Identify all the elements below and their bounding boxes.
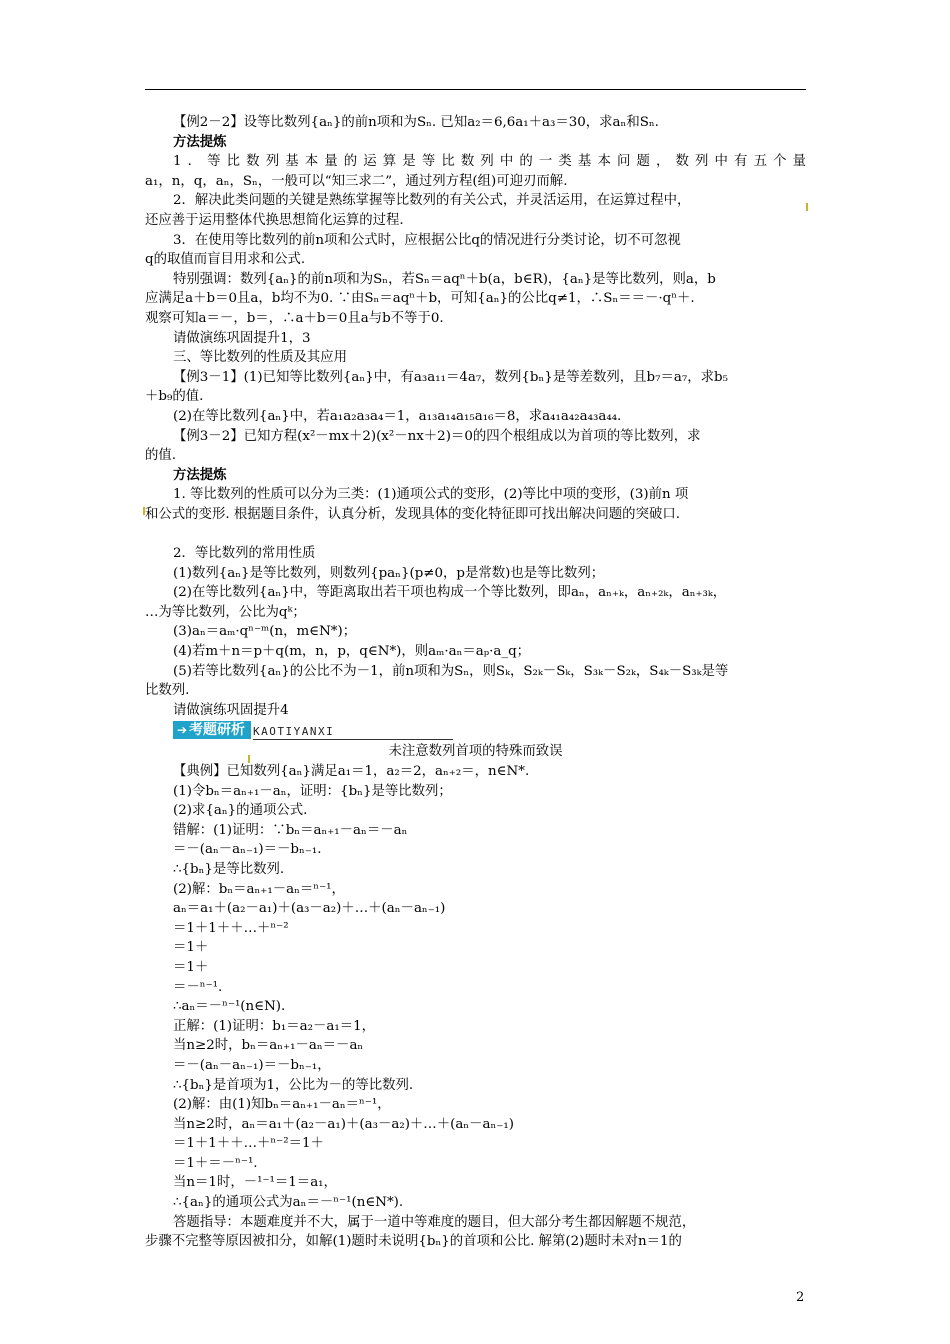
text-line: 当n≥2时，bₙ＝aₙ₊₁－aₙ＝－aₙ: [173, 1038, 364, 1054]
text-line: 步骤不完整等原因被扣分，如解(1)题时未说明{bₙ}的首项和公比. 解第(2)题时未对n＝1的: [145, 1234, 682, 1250]
text-line: (2)在等比数列{aₙ}中，等距离取出若干项也构成一个等比数列，即aₙ，aₙ₊ₖ，aₙ₊₂ₖ，aₙ₊₃ₖ，: [173, 585, 727, 601]
text-line: aₙ＝a₁＋(a₂－a₁)＋(a₃－a₂)＋…＋(aₙ－aₙ₋₁): [173, 901, 446, 917]
text-line: ∴{aₙ}的通项公式为aₙ＝－ⁿ⁻¹(n∈N*).: [173, 1195, 404, 1211]
arrow-icon: ➔: [177, 723, 188, 738]
text-line: ＝1＋1＋＋…＋ⁿ⁻²: [173, 920, 289, 936]
text-line: 1．等比数列基本量的运算是等比数列中的一类基本问题，数列中有五个量: [173, 154, 806, 170]
text-line: [145, 524, 806, 544]
text-line: ∴aₙ＝－ⁿ⁻¹(n∈N).: [173, 999, 286, 1015]
text-line: a₁，n，q，aₙ，Sₙ，一般可以“知三求二”，通过列方程(组)可迎刃而解.: [145, 173, 568, 189]
text-line: 方法提炼: [173, 133, 227, 150]
text-line: (2)求{aₙ}的通项公式.: [173, 803, 308, 819]
text-line: 【典例】已知数列{aₙ}满足a₁＝1，a₂＝2，aₙ₊₂＝，n∈N*.: [173, 764, 530, 779]
banner-pinyin: KAOTIYANXI: [253, 725, 335, 739]
text-line: ＝1＋: [173, 940, 209, 956]
text-line: 方法提炼: [173, 466, 227, 483]
text-block-main: [145, 113, 806, 720]
text-line: 【例2－2】设等比数列{aₙ}的前n项和为Sₙ. 已知a₂＝6,6a₁＋a₃＝30，求aₙ和Sₙ.: [173, 115, 659, 130]
banner-tag: [173, 721, 251, 739]
text-line: (5)若等比数列{aₙ}的公比不为－1，前n项和为Sₙ，则Sₖ，S₂ₖ－Sₖ，S₃ₖ－S₂ₖ，S₄ₖ－S₃ₖ是等: [173, 663, 729, 679]
text-line: 请做演练巩固提升4: [173, 702, 289, 718]
text-line: 错解：(1)证明：∵bₙ＝aₙ₊₁－aₙ＝－aₙ: [173, 822, 408, 838]
text-line: ＝－(aₙ－aₙ₋₁)＝－bₙ₋₁.: [173, 842, 322, 858]
banner-label: 考题研析: [189, 722, 246, 739]
text-line: ＋b₉的值.: [145, 389, 204, 405]
text-line: 还应善于运用整体代换思想简化运算的过程.: [145, 212, 404, 228]
text-line: 2．解决此类问题的关键是熟练掌握等比数列的有关公式，并灵活运用，在运算过程中，: [173, 193, 691, 209]
edit-mark: [248, 755, 250, 763]
text-line: 特别强调：数列{aₙ}的前n项和为Sₙ，若Sₙ＝aqⁿ＋b(a，b∈R)，{aₙ}是等比数列，则a，b: [173, 271, 716, 287]
text-line: (2)解：bₙ＝aₙ₊₁－aₙ＝ⁿ⁻¹，: [173, 881, 345, 897]
text-line: 3．在使用等比数列的前n项和公式时，应根据公比q的情况进行分类讨论，切不可忽视: [173, 232, 681, 248]
page-body: [145, 113, 806, 1252]
text-line: q的取值而盲目用求和公式.: [145, 252, 306, 268]
text-line: 2．等比数列的常用性质: [173, 546, 316, 562]
text-line: 应满足a＋b＝0且a，b均不为0. ∵由Sₙ＝aqⁿ＋b，可知{aₙ}的公比q≠1，∴Sₙ＝＝－·qⁿ＋.: [145, 291, 695, 307]
section-title: 未注意数列首项的特殊而致误: [388, 744, 563, 760]
edit-mark: [806, 203, 808, 211]
text-line: ∴{bₙ}是等比数列.: [173, 861, 285, 877]
text-line: 的值.: [145, 448, 177, 464]
text-line: ＝1＋＝－ⁿ⁻¹.: [173, 1155, 258, 1171]
text-line: (2)解：由(1)知bₙ＝aₙ₊₁－aₙ＝ⁿ⁻¹，: [173, 1097, 391, 1113]
text-line: 请做演练巩固提升1，3: [173, 330, 311, 346]
text-line: ＝－ⁿ⁻¹.: [173, 979, 223, 995]
text-line: 当n≥2时，aₙ＝a₁＋(a₂－a₁)＋(a₃－a₂)＋…＋(aₙ－aₙ₋₁): [173, 1116, 514, 1132]
text-line: 答题指导：本题难度并不大，属于一道中等难度的题目，但大部分考生都因解题不规范，: [173, 1214, 696, 1230]
text-line: 1. 等比数列的性质可以分为三类：(1)通项公式的变形，(2)等比中项的变形，(3)前n 项: [173, 487, 689, 503]
header-rule: [145, 89, 806, 90]
text-block-example: [145, 762, 806, 1252]
text-line: 观察可知a＝－，b＝，∴a＋b＝0且a与b不等于0.: [145, 310, 444, 326]
text-line: 【例3－1】(1)已知等比数列{aₙ}中，有a₃a₁₁＝4a₇，数列{bₙ}是等差数列，且b₇＝a₇，求b₅: [173, 369, 728, 385]
text-line: (4)若m＋n＝p＋q(m，n，p，q∈N*)，则aₘ·aₙ＝aₚ·a_q；: [173, 644, 531, 660]
text-line: ∴{bₙ}是首项为1，公比为－的等比数列.: [173, 1077, 414, 1093]
text-line: …为等比数列，公比为qᵏ；: [145, 604, 306, 620]
edit-mark: [143, 507, 145, 515]
text-line: 三、等比数列的性质及其应用: [173, 350, 348, 366]
text-line: (1)令bₙ＝aₙ₊₁－aₙ，证明：{bₙ}是等比数列；: [173, 783, 452, 799]
text-line: 比数列.: [145, 683, 190, 699]
section-banner: [173, 720, 806, 742]
text-line: (1)数列{aₙ}是等比数列，则数列{paₙ}(p≠0，p是常数)也是等比数列；: [173, 565, 605, 581]
text-line: ＝1＋: [173, 959, 209, 975]
text-line: 【例3－2】已知方程(x²－mx＋2)(x²－nx＋2)＝0的四个根组成以为首项的等比数列，求: [173, 428, 701, 444]
page-number: 2: [796, 1290, 805, 1305]
text-line: ＝－(aₙ－aₙ₋₁)＝－bₙ₋₁，: [173, 1057, 331, 1073]
banner-underline: [253, 739, 453, 740]
text-line: 正解：(1)证明：b₁＝a₂－a₁＝1，: [173, 1018, 376, 1034]
text-line: 当n＝1时，－¹⁻¹＝1＝a₁，: [173, 1175, 337, 1191]
text-line: ＝1＋1＋＋…＋ⁿ⁻²＝1＋: [173, 1136, 324, 1152]
text-line: (2)在等比数列{aₙ}中，若a₁a₂a₃a₄＝1，a₁₃a₁₄a₁₅a₁₆＝8，求a₄₁a₄₂a₄₃a₄₄.: [173, 408, 622, 424]
text-line: (3)aₙ＝aₘ·qⁿ⁻ᵐ(n，m∈N*)；: [173, 624, 357, 640]
text-line: 和公式的变形. 根据题目条件，认真分析，发现具体的变化特征即可找出解决问题的突破口.: [145, 506, 681, 522]
